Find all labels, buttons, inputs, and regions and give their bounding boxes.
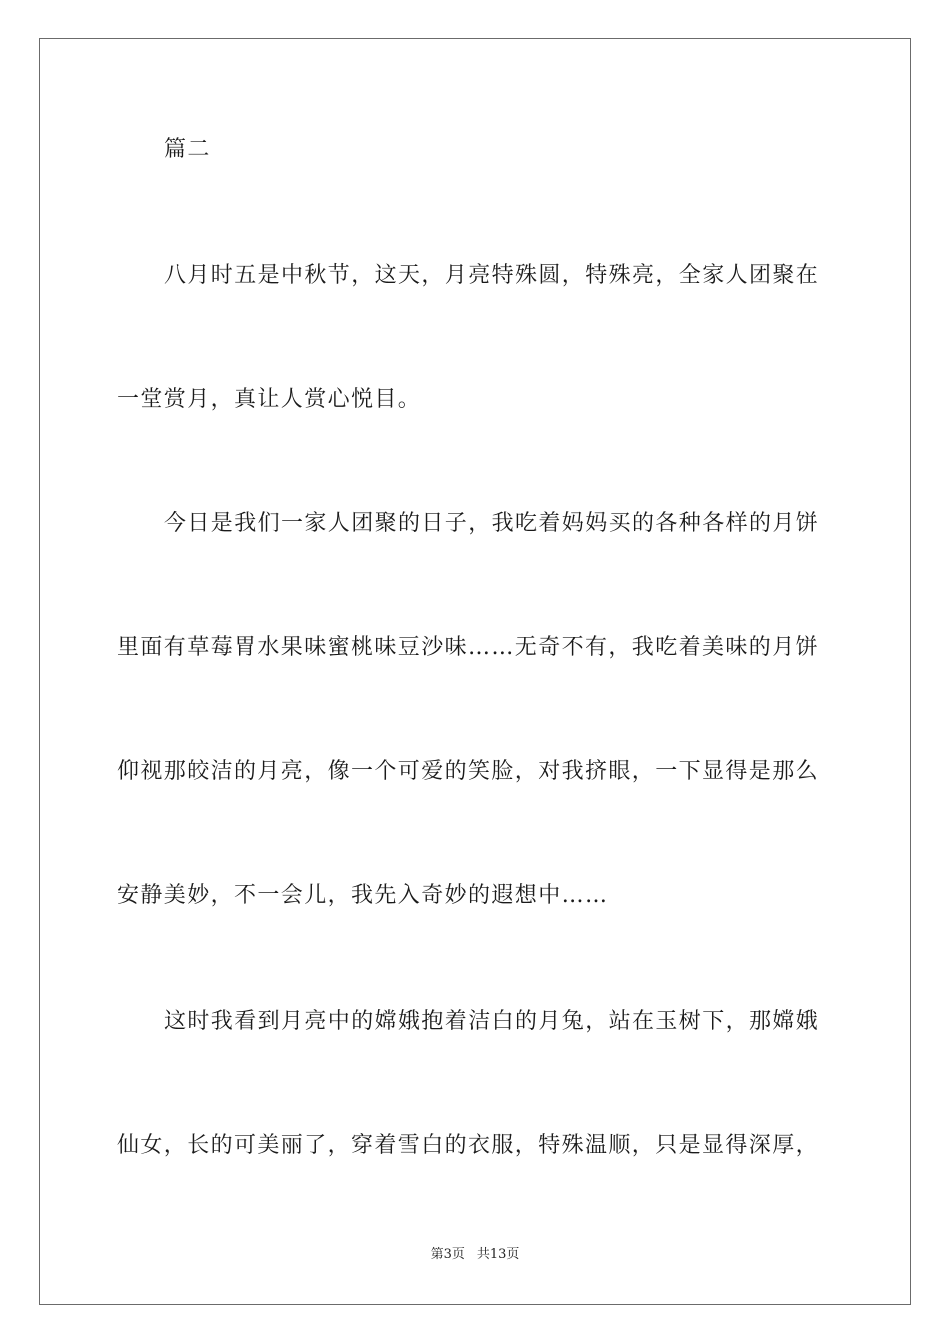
paragraph-line: 安静美妙，不一会儿，我先入奇妙的遐想中…… bbox=[117, 883, 609, 908]
paragraph-line: 里面有草莓胃水果味蜜桃味豆沙味……无奇不有，我吃着美味的月饼 bbox=[117, 635, 820, 660]
paragraph-line: 今日是我们一家人团聚的日子，我吃着妈妈买的各种各样的月饼 bbox=[164, 511, 820, 536]
section-title: 篇二 bbox=[164, 137, 211, 162]
page-border bbox=[39, 38, 911, 1305]
paragraph-line: 这时我看到月亮中的嫦娥抱着洁白的月兔，站在玉树下，那嫦娥 bbox=[164, 1009, 820, 1034]
page-total: 共13页 bbox=[476, 1247, 520, 1262]
paragraph-line: 仰视那皎洁的月亮，像一个可爱的笑脸，对我挤眼，一下显得是那么 bbox=[117, 759, 820, 784]
page-number: 第3页 bbox=[430, 1247, 465, 1262]
paragraph-line: 八月时五是中秋节，这天，月亮特殊圆，特殊亮，全家人团聚在 bbox=[164, 263, 820, 288]
paragraph-line: 一堂赏月，真让人赏心悦目。 bbox=[117, 387, 422, 412]
page-footer bbox=[0, 1246, 950, 1264]
paragraph-line: 仙女，长的可美丽了，穿着雪白的衣服，特殊温顺，只是显得深厚， bbox=[117, 1133, 820, 1158]
